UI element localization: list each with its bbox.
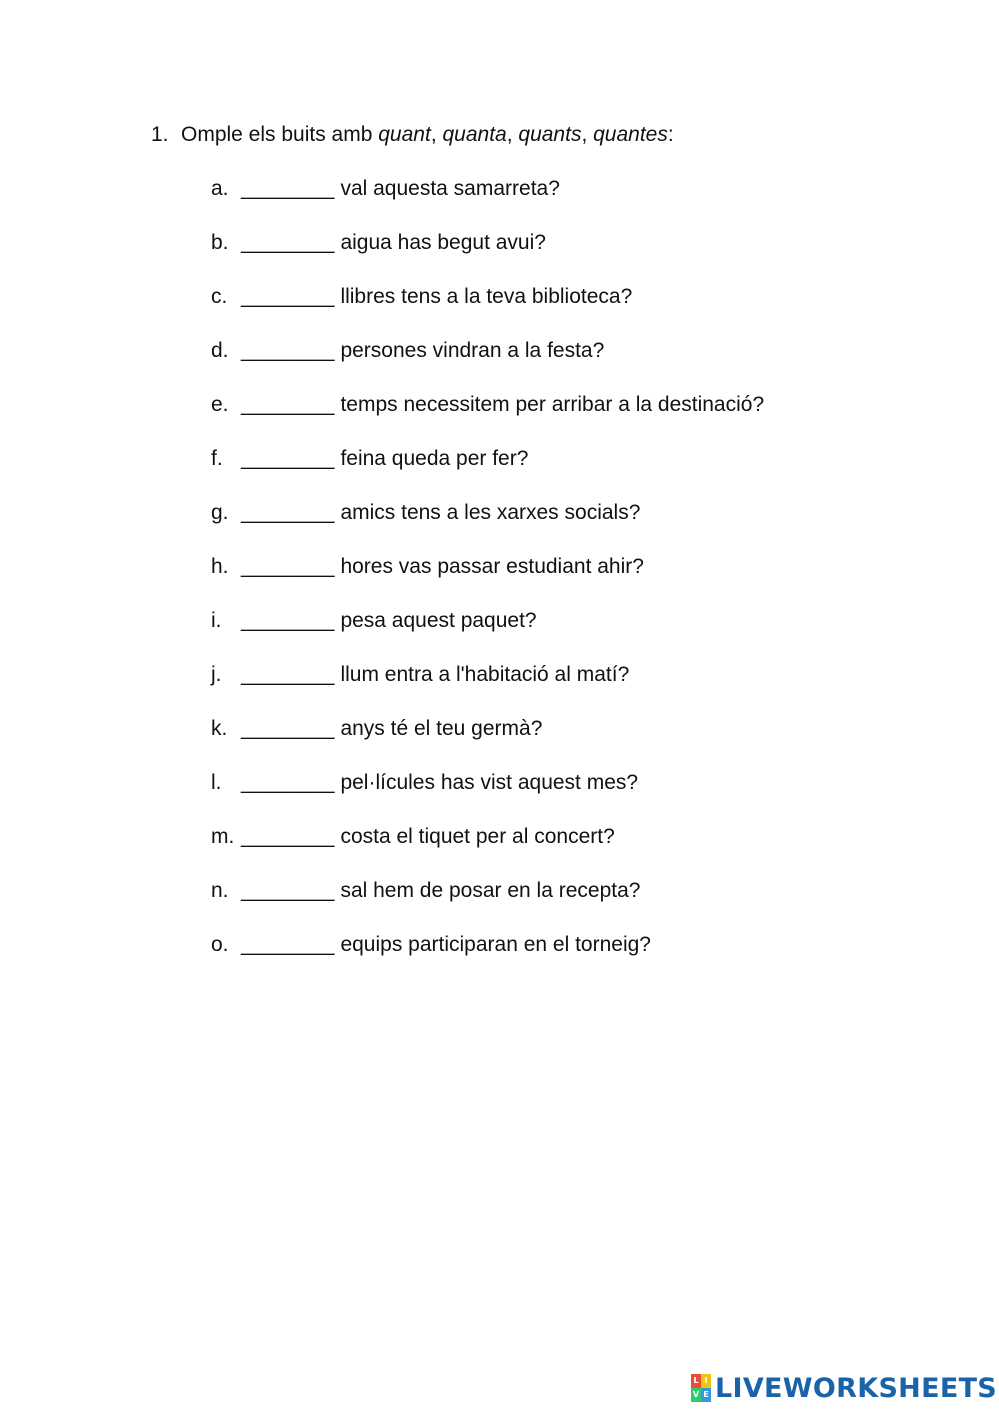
exercise-item: [211, 715, 764, 769]
exercise-item: [211, 175, 764, 229]
item-text: feina queda per fer?: [340, 447, 529, 470]
item-letter: g.: [211, 501, 229, 524]
item-letter: j.: [211, 663, 222, 686]
exercise-item: [211, 823, 764, 877]
answer-blank[interactable]: ________: [241, 285, 335, 308]
answer-blank[interactable]: ________: [241, 663, 335, 686]
answer-blank[interactable]: ________: [241, 717, 335, 740]
logo-text: LIVEWORKSHEETS: [715, 1372, 998, 1404]
item-letter: a.: [211, 177, 229, 200]
separator: ,: [506, 123, 519, 146]
item-text: aigua has begut avui?: [340, 231, 546, 254]
item-text: pel·lícules has vist aquest mes?: [340, 771, 639, 794]
item-letter: c.: [211, 285, 228, 308]
exercise-item: [211, 229, 764, 283]
item-letter: o.: [211, 933, 229, 956]
logo-badge-square: V: [691, 1388, 701, 1402]
answer-blank[interactable]: ________: [241, 609, 335, 632]
exercise-items: [211, 175, 764, 985]
word-quanta: quanta: [442, 123, 507, 146]
item-letter: f.: [211, 447, 223, 470]
exercise-item: [211, 337, 764, 391]
exercise-item: [211, 283, 764, 337]
answer-blank[interactable]: ________: [241, 447, 335, 470]
item-text: val aquesta samarreta?: [340, 177, 560, 200]
item-letter: d.: [211, 339, 229, 362]
item-letter: e.: [211, 393, 229, 416]
logo-badge-square: E: [701, 1388, 711, 1402]
answer-blank[interactable]: ________: [241, 771, 335, 794]
exercise-item: [211, 445, 764, 499]
exercise-item: [211, 553, 764, 607]
item-text: temps necessitem per arribar a la destinació?: [340, 393, 765, 416]
item-text: equips participaran en el torneig?: [340, 933, 651, 956]
item-letter: h.: [211, 555, 229, 578]
item-text: sal hem de posar en la recepta?: [340, 879, 641, 902]
item-text: anys té el teu germà?: [340, 717, 543, 740]
item-text: costa el tiquet per al concert?: [340, 825, 615, 848]
item-text: pesa aquest paquet?: [340, 609, 537, 632]
item-letter: i.: [211, 609, 222, 632]
separator: ,: [581, 123, 594, 146]
answer-blank[interactable]: ________: [241, 825, 335, 848]
word-quant: quant: [378, 123, 431, 146]
exercise-item: [211, 661, 764, 715]
answer-blank[interactable]: ________: [241, 879, 335, 902]
exercise-item: [211, 931, 764, 985]
logo-badge-icon: [691, 1374, 711, 1402]
answer-blank[interactable]: ________: [241, 339, 335, 362]
exercise-item: [211, 607, 764, 661]
item-letter: b.: [211, 231, 229, 254]
instruction-prefix: Omple els buits amb: [181, 123, 379, 146]
item-letter: m.: [211, 825, 235, 848]
exercise-item: [211, 391, 764, 445]
answer-blank[interactable]: ________: [241, 393, 335, 416]
item-text: amics tens a les xarxes socials?: [340, 501, 641, 524]
item-letter: l.: [211, 771, 222, 794]
logo-badge-square: I: [701, 1374, 711, 1388]
word-quants: quants: [518, 123, 582, 146]
answer-blank[interactable]: ________: [241, 501, 335, 524]
exercise-item: [211, 769, 764, 823]
exercise-item: [211, 877, 764, 931]
liveworksheets-logo: [691, 1371, 997, 1405]
exercise-number: 1.: [151, 123, 169, 146]
answer-blank[interactable]: ________: [241, 231, 335, 254]
item-letter: n.: [211, 879, 229, 902]
exercise-instruction: [151, 121, 674, 149]
answer-blank[interactable]: ________: [241, 555, 335, 578]
item-letter: k.: [211, 717, 228, 740]
item-text: llum entra a l'habitació al matí?: [340, 663, 630, 686]
answer-blank[interactable]: ________: [241, 177, 335, 200]
word-quantes: quantes: [593, 123, 668, 146]
separator: ,: [430, 123, 443, 146]
instruction-suffix: :: [667, 123, 674, 146]
exercise-item: [211, 499, 764, 553]
logo-badge-square: L: [691, 1374, 701, 1388]
item-text: hores vas passar estudiant ahir?: [340, 555, 644, 578]
answer-blank[interactable]: ________: [241, 933, 335, 956]
item-text: llibres tens a la teva biblioteca?: [340, 285, 633, 308]
item-text: persones vindran a la festa?: [340, 339, 605, 362]
